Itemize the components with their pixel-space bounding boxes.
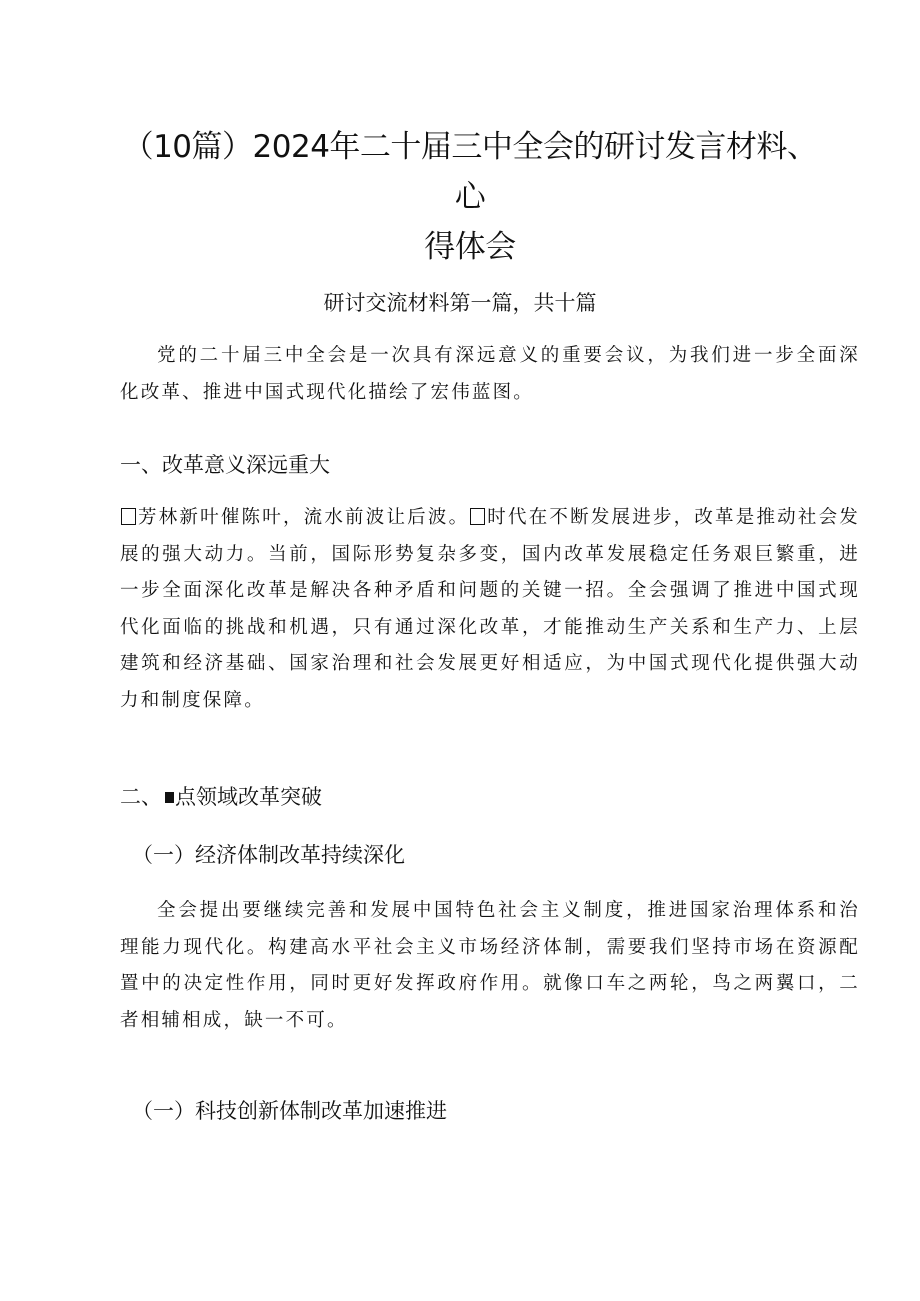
section-1-body: 时代在不断发展进步，改革是推动社会发展的强大动力。当前，国际形势复杂多变，国内改革发展稳定任务艰巨繁重，进一步全面深化改革是解决各种矛盾和问题的关键一招。全会强调了推进中国式现代化面临的挑战和机遇，只有通过深化改革，才能推动生产关系和生产力、上层建筑和经济基础、国家治理和社会发展更好相适应，为中国式现代化提供强大动力和制度保障。 xyxy=(120,507,860,711)
intro-paragraph: 党的二十届三中全会是一次具有深远意义的重要会议，为我们进一步全面深化改革、推进中国式现代化描绘了宏伟蓝图。 xyxy=(120,345,860,403)
missing-glyph-box-2 xyxy=(470,508,485,525)
section-2-title: 点领域改革突破 xyxy=(175,785,322,809)
title-line-1: （10篇）2024年二十届三中全会的研讨发言材料、心 xyxy=(122,129,818,215)
section-2-prefix: 二、 xyxy=(120,785,162,809)
title-line-2: 得体会 xyxy=(424,229,516,265)
subsection-2-heading: （一）科技创新体制改革加速推进 xyxy=(132,1099,447,1123)
document-title xyxy=(110,122,830,272)
section-1-quote: 芳林新叶催陈叶，流水前波让后波。 xyxy=(138,507,470,528)
section-1-paragraph xyxy=(120,500,860,719)
section-2-heading xyxy=(120,782,322,812)
subsection-1-paragraph: 全会提出要继续完善和发展中国特色社会主义制度，推进国家治理体系和治理能力现代化。构建高水平社会主义市场经济体制，需要我们坚持市场在资源配置中的决定性作用，同时更好发挥政府作用。就像口车之两轮，鸟之两翼口，二者相辅相成，缺一不可。 xyxy=(120,900,860,1031)
missing-glyph-square xyxy=(165,792,174,803)
section-1-heading: 一、改革意义深远重大 xyxy=(120,453,330,477)
subsection-1-heading: （一）经济体制改革持续深化 xyxy=(132,843,405,867)
missing-glyph-box-1 xyxy=(121,508,136,525)
document-subtitle: 研讨交流材料第一篇，共十篇 xyxy=(323,291,597,315)
